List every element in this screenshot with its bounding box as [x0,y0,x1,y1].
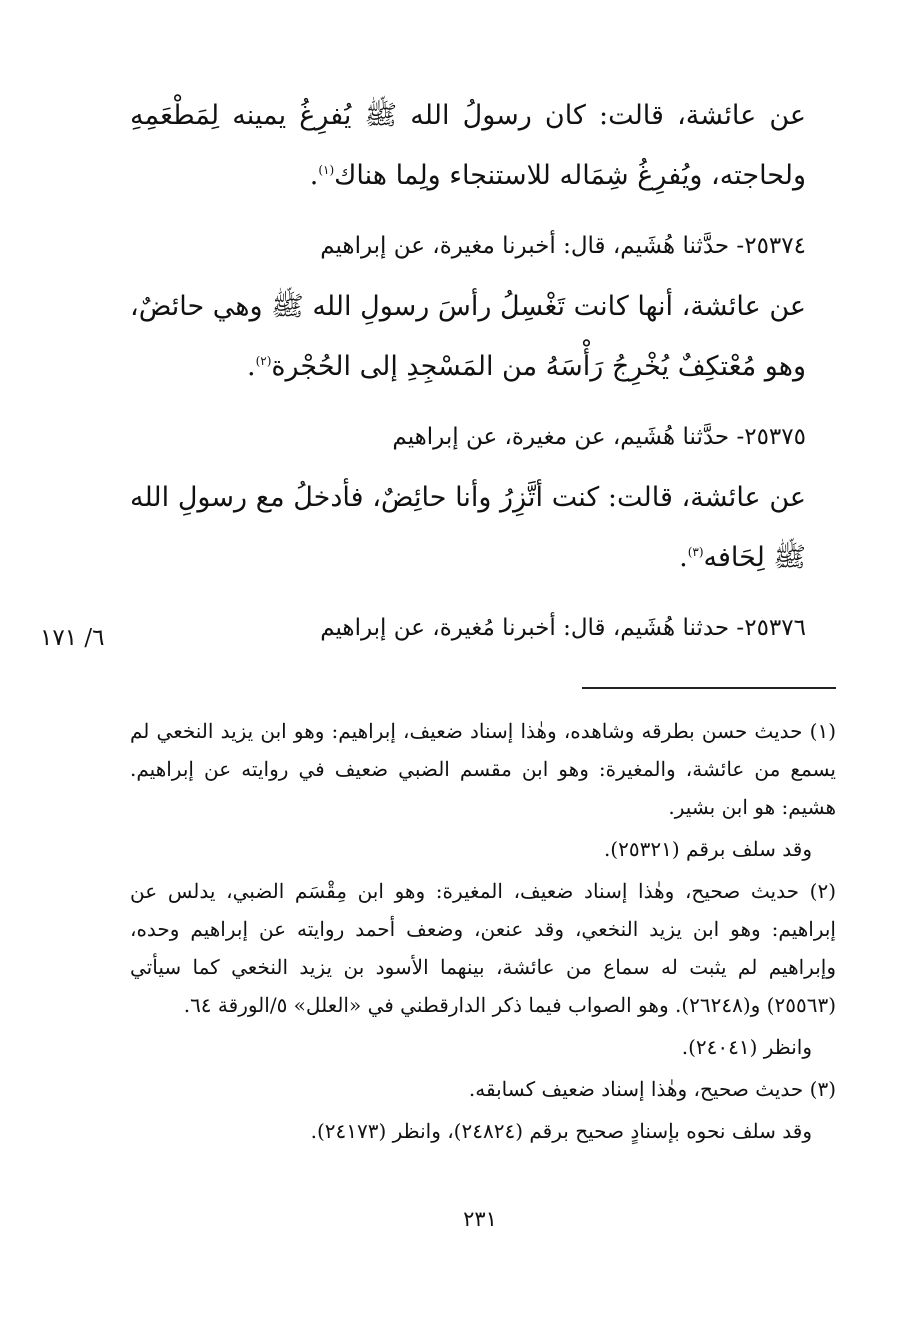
page-number: ٢٣١ [463,1207,497,1231]
footnote-2-continuation: وانظر (٢٤٠٤١). [681,1035,812,1059]
footnote-3-continuation: وقد سلف نحوه بإسنادٍ صحيح برقم (٢٤٨٢٤)، وانظر (٢٤١٧٣). [310,1119,812,1143]
margin-reference: ٦/ ١٧١ [40,625,105,651]
footnote-ref-2[interactable]: (٢) [255,354,272,368]
footnote-2: (٢) حديث صحيح، وهٰذا إسناد ضعيف، المغيرة: وهو ابن مِقْسَم الضبي، يدلس عن إبراهيم: وهو ابن يزيد النخعي، وقد عنعن، وضعف أحمد روايته عن إبراهيم وحده، وإبراهيم لم يثبت له سماع من عائشة، بينهما الأسود بن يزيد النخعي كما سيأتي (٢٥٥٦٣) و(٢٦٢٤٨). وهو الصواب فيما ذكر الدارقطني في «العلل» ٥/الورقة ٦٤. [130,879,836,1017]
footnote-1: (١) حديث حسن بطرقه وشاهده، وهٰذا إسناد ضعيف، إبراهيم: وهو ابن يزيد النخعي لم يسمع من عائشة، والمغيرة: وهو ابن مقسم الضبي ضعيف في روايته عن إبراهيم. هشيم: هو ابن بشير. [130,719,836,819]
footnote-ref-1[interactable]: (١) [318,163,335,177]
isnad-25374: ٢٥٣٧٤- حدَّثنا هُشَيم، قال: أخبرنا مغيرة، عن إبراهيم [320,233,806,259]
hadith-text-2-end: . [246,351,256,382]
footnote-3: (٣) حديث صحيح، وهٰذا إسناد ضعيف كسابقه. [468,1077,836,1101]
isnad-25376: ٢٥٣٧٦- حدثنا هُشَيم، قال: أخبرنا مُغيرة، عن إبراهيم [320,615,806,641]
hadith-text-1-body: عن عائشة، قالت: كان رسولُ الله ﷺ يُفرِغُ يمينه لِمَطْعَمِهِ ولحاجته، ويُفرِغُ شِمَاله للاستنجاء ولِما هناك [130,100,806,191]
footnotes [130,712,836,1154]
main-text [130,88,806,661]
hadith-text-3 [130,470,806,585]
footnote-1-continuation: وقد سلف برقم (٢٥٣٢١). [603,837,812,861]
hadith-text-1 [130,88,806,203]
isnad-25375: ٢٥٣٧٥- حدَّثنا هُشَيم، عن مغيرة، عن إبراهيم [392,424,806,450]
hadith-text-1-end: . [309,160,319,191]
hadith-text-2 [130,279,806,394]
footnote-separator [582,687,836,689]
hadith-text-3-end: . [679,542,688,573]
hadith-text-3-body: عن عائشة، قالت: كنت أتَّزِرُ وأنا حائِضٌ، فأدخلُ مع رسولِ الله ﷺ لِحَافه [130,482,806,573]
hadith-text-2-body: عن عائشة، أنها كانت تَغْسِلُ رأسَ رسولِ الله ﷺ وهي حائضٌ، وهو مُعْتكِفٌ يُخْرِجُ رَأْسَهُ من المَسْجِدِ إلى الحُجْرة [130,291,806,382]
footnote-ref-3[interactable]: (٣) [687,545,704,559]
